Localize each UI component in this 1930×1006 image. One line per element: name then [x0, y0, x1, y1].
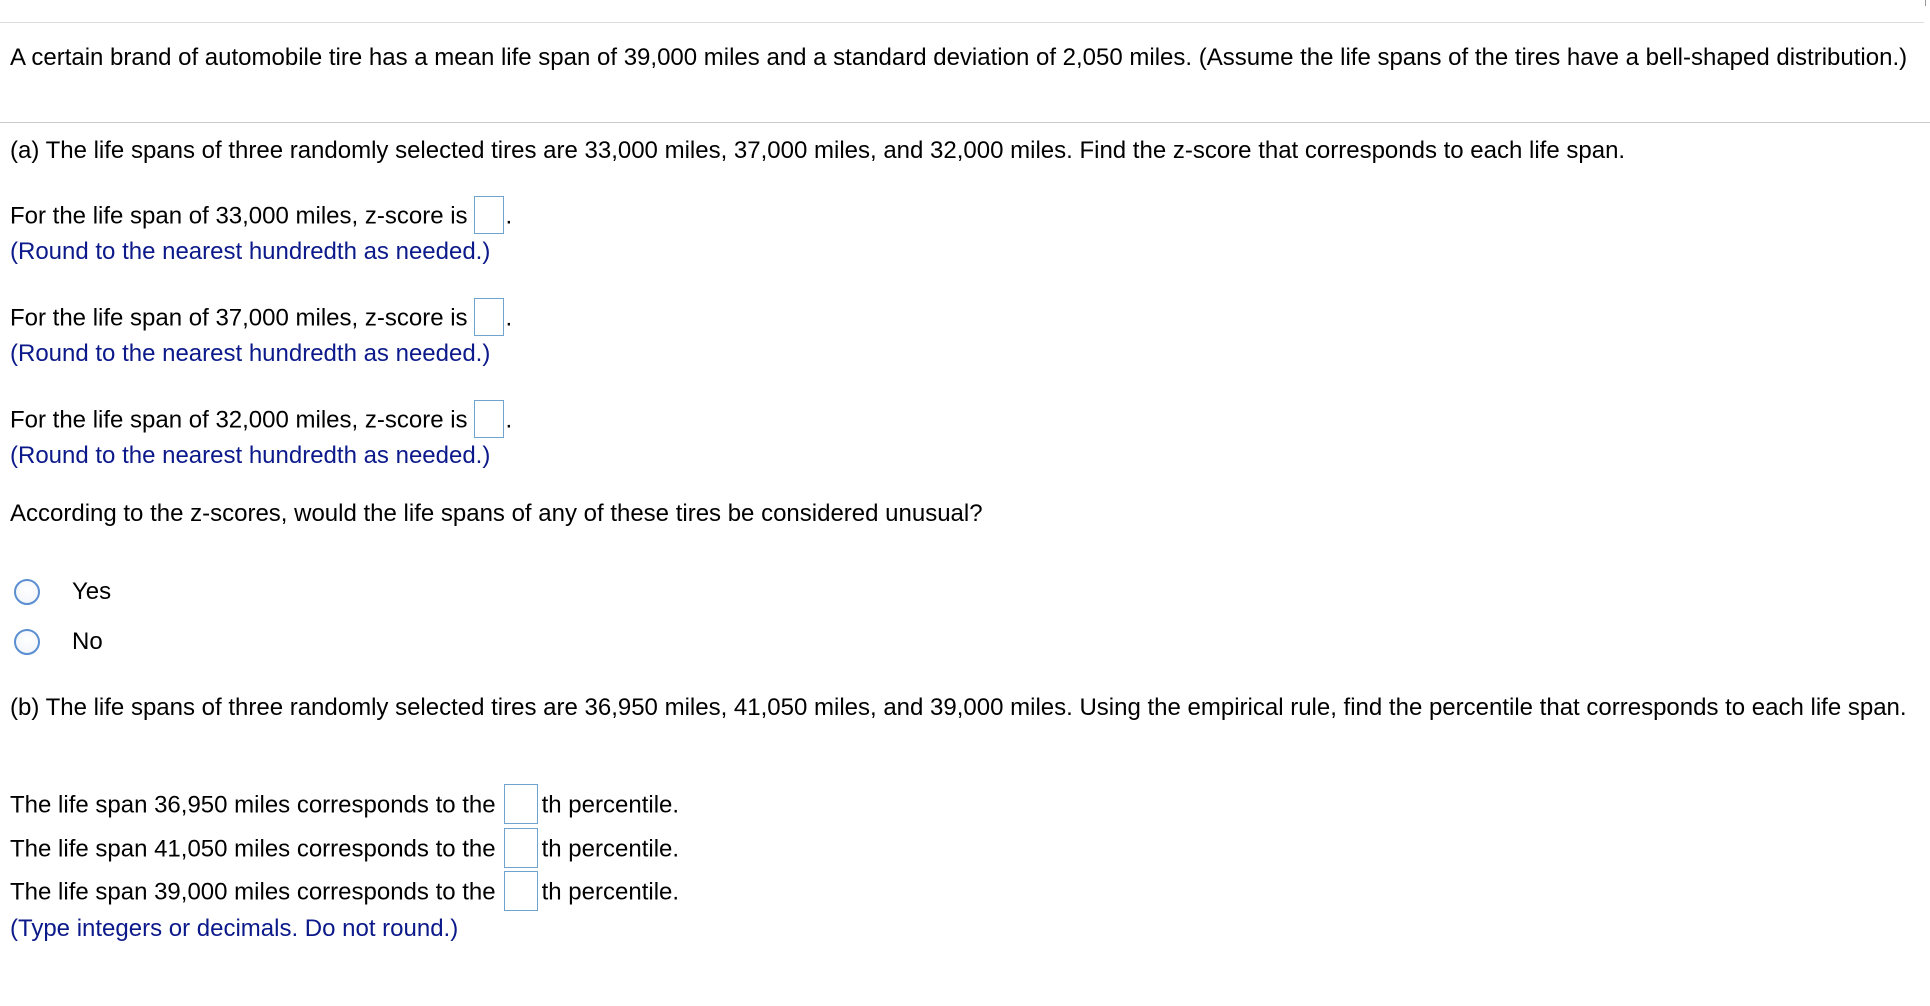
unusual-question: According to the z-scores, would the life spans of any of these tires be considered unusual? — [10, 500, 983, 527]
option-no-label[interactable]: No — [72, 628, 103, 655]
zscore-row-3 — [10, 402, 512, 440]
zscore-label-2: For the life span of 37,000 miles, z-score is — [10, 304, 468, 332]
radio-button-yes[interactable] — [14, 579, 40, 605]
percentile-input-1[interactable] — [504, 784, 538, 824]
zscore-input-1[interactable] — [474, 196, 504, 234]
zscore-hint-1: (Round to the nearest hundredth as needed.) — [10, 238, 491, 265]
zscore-hint-3: (Round to the nearest hundredth as needed.) — [10, 442, 491, 469]
zscore-label-1: For the life span of 33,000 miles, z-score is — [10, 202, 468, 230]
section-divider — [0, 122, 1930, 123]
percentile-suffix-3: th percentile. — [541, 878, 680, 906]
percentile-input-2[interactable] — [504, 828, 538, 868]
percentile-label-2: The life span 41,050 miles corresponds to the — [10, 835, 496, 863]
percentile-suffix-1: th percentile. — [541, 791, 680, 819]
zscore-suffix-1: . — [505, 202, 513, 230]
zscore-row-2 — [10, 300, 512, 338]
scroll-marker — [1925, 0, 1926, 6]
percentile-row-2 — [10, 830, 679, 870]
zscore-hint-2: (Round to the nearest hundredth as needed.) — [10, 340, 491, 367]
percentile-row-3 — [10, 873, 679, 913]
zscore-row-1 — [10, 198, 512, 236]
percentile-hint: (Type integers or decimals. Do not round.) — [10, 915, 459, 942]
percentile-input-3[interactable] — [504, 871, 538, 911]
percentile-label-3: The life span 39,000 miles corresponds to the — [10, 878, 496, 906]
option-yes-label[interactable]: Yes — [72, 578, 112, 605]
radio-button-no[interactable] — [14, 629, 40, 655]
zscore-input-2[interactable] — [474, 298, 504, 336]
percentile-suffix-2: th percentile. — [541, 835, 680, 863]
zscore-suffix-2: . — [505, 304, 513, 332]
zscore-suffix-3: . — [505, 406, 513, 434]
percentile-label-1: The life span 36,950 miles corresponds to the — [10, 791, 496, 819]
zscore-label-3: For the life span of 32,000 miles, z-score is — [10, 406, 468, 434]
zscore-input-3[interactable] — [474, 400, 504, 438]
percentile-row-1 — [10, 786, 679, 826]
top-divider — [0, 22, 1924, 23]
part-a-prompt: (a) The life spans of three randomly selected tires are 33,000 miles, 37,000 miles, and 32,000 miles. Find the z-score that corresponds to each life span. — [10, 137, 1626, 164]
problem-statement: A certain brand of automobile tire has a mean life span of 39,000 miles and a standard deviation of 2,050 miles. (Assume the life spans of the tires have a bell-shaped distribution.) — [10, 44, 1908, 71]
part-b-prompt: (b) The life spans of three randomly selected tires are 36,950 miles, 41,050 miles, and 39,000 miles. Using the empirical rule, find the percentile that corresponds to each life span. — [10, 694, 1907, 721]
